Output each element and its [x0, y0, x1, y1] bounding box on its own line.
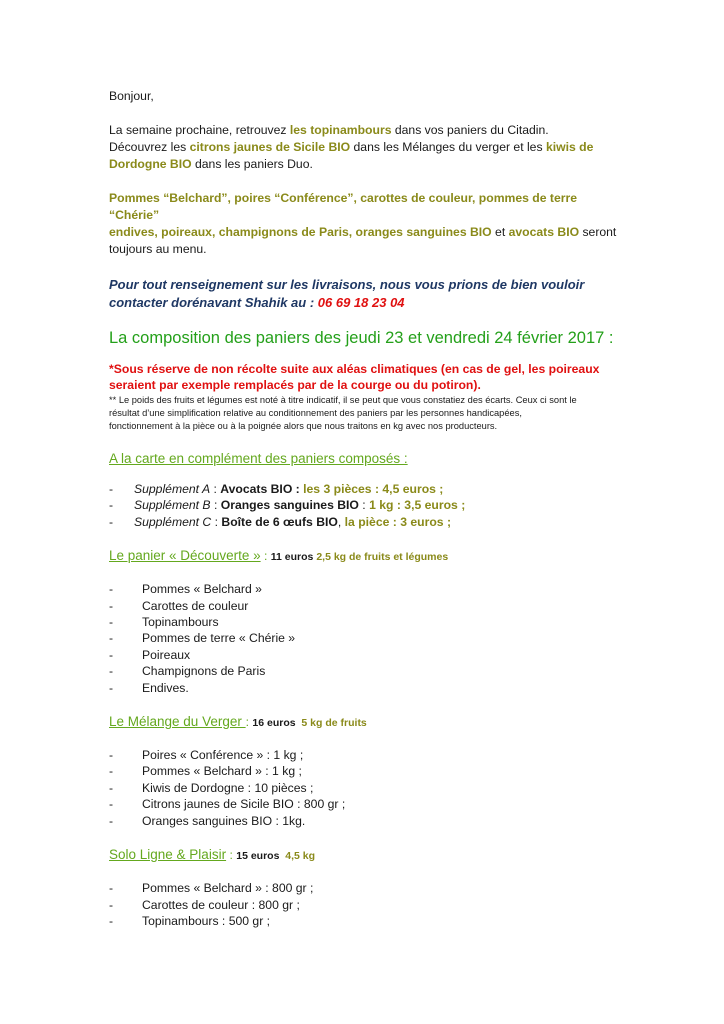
bullet-dash: -	[109, 764, 114, 779]
list-item	[109, 497, 629, 513]
menu-paragraph	[109, 190, 629, 258]
menu-line: Pommes “Belchard”, poires “Conférence”, carottes de couleur, pommes de terre “Chérie”	[109, 191, 578, 222]
solo-title: Solo Ligne & Plaisir	[109, 847, 227, 863]
bullet-dash: -	[109, 582, 114, 597]
contact-line: contacter dorénavant Shahik au :	[109, 295, 318, 310]
separator: :	[210, 498, 221, 513]
list-item	[109, 581, 629, 597]
highlight-topinambours: les topinambours	[289, 123, 392, 137]
supplement-price: 1 kg : 3,5 euros ;	[369, 498, 466, 513]
bullet-dash: -	[109, 482, 114, 496]
menu-line: endives, poireaux, champignons de Paris, oranges sanguines BIO	[109, 225, 492, 239]
item-text: Oranges sanguines BIO : 1kg.	[142, 813, 306, 828]
basket-weight: 5 kg de fruits	[295, 717, 367, 730]
bullet-dash: -	[109, 813, 114, 828]
phone-number: 06 69 18 23 04	[317, 295, 405, 310]
list-item	[109, 614, 629, 630]
item-text: Pommes « Belchard »	[142, 582, 262, 597]
supplement-label: Supplément A	[134, 482, 211, 496]
item-text: Pommes « Belchard » : 800 gr ;	[142, 881, 314, 896]
supplement-label: Supplément B	[134, 498, 211, 513]
heading-colon: :	[260, 549, 271, 564]
bullet-dash: -	[109, 598, 114, 613]
note-small-line: fonctionnement à la pièce ou à la poignée alors que nous traitons en kg avec nos producteurs.	[109, 421, 498, 431]
supplement-label: Supplément C	[134, 514, 212, 529]
supplement-price: la pièce : 3 euros ;	[344, 514, 451, 529]
separator: :	[358, 498, 370, 513]
note-small-line: ** Le poids des fruits et légumes est noté à titre indicatif, il se peut que vous constatiez des écarts. Ceux ci sont le	[109, 395, 577, 405]
list-item	[109, 481, 629, 497]
list-item	[109, 747, 629, 763]
note-small-line: résultat d’une simplification relative au conditionnement des paniers par les personnes handicapées,	[109, 408, 522, 418]
separator: ,	[337, 514, 345, 529]
list-item	[109, 897, 629, 913]
basket-price: 16 euros	[252, 717, 296, 730]
highlight-kiwis: kiwis de	[545, 140, 594, 154]
main-title: La composition des paniers des jeudi 23 et vendredi 24 février 2017 :	[109, 329, 614, 347]
item-text: Carottes de couleur	[142, 598, 249, 613]
intro-text: dans les paniers Duo.	[191, 157, 313, 171]
list-item	[109, 663, 629, 679]
decouverte-list	[109, 581, 629, 696]
supplement-price: les 3 pièces : 4,5 euros ;	[299, 482, 444, 496]
note-red-line: seraient par exemple remplacés par de la courge ou du potiron).	[109, 378, 481, 392]
basket-price: 11 euros	[270, 551, 314, 564]
bullet-dash: -	[109, 897, 114, 912]
list-item	[109, 880, 629, 896]
list-item	[109, 796, 629, 812]
item-text: Poireaux	[142, 647, 191, 662]
item-text: Pommes « Belchard » : 1 kg ;	[142, 764, 302, 779]
supplement-product: Oranges sanguines BIO	[220, 498, 359, 513]
separator: :	[211, 514, 222, 529]
solo-heading	[109, 846, 629, 865]
item-text: Topinambours	[142, 615, 219, 630]
item-text: Citrons jaunes de Sicile BIO : 800 gr ;	[142, 797, 346, 812]
bullet-dash: -	[109, 664, 114, 679]
list-item	[109, 913, 629, 929]
greeting: Bonjour,	[109, 89, 154, 103]
verger-heading	[109, 713, 629, 732]
list-item	[109, 514, 629, 530]
bullet-dash: -	[109, 615, 114, 630]
menu-text: seront	[579, 225, 617, 239]
decouverte-heading	[109, 547, 629, 566]
bullet-dash: -	[109, 514, 114, 529]
item-text: Topinambours : 500 gr ;	[142, 913, 271, 928]
list-item	[109, 647, 629, 663]
list-item	[109, 680, 629, 696]
separator: :	[210, 482, 221, 496]
basket-weight: 4,5 kg	[279, 850, 316, 863]
heading-colon: :	[226, 848, 237, 863]
highlight-citrons: citrons jaunes de Sicile BIO	[189, 140, 351, 154]
item-text: Poires « Conférence » : 1 kg ;	[142, 748, 304, 763]
contact-paragraph	[109, 276, 629, 312]
bullet-dash: -	[109, 881, 114, 896]
note-red-line: *Sous réserve de non récolte suite aux aléas climatiques (en cas de gel, les poireaux	[109, 362, 600, 376]
highlight-avocats: avocats BIO	[508, 225, 580, 239]
intro-text: dans vos paniers du Citadin.	[391, 123, 549, 137]
notes	[109, 361, 629, 433]
supplement-product: Boîte de 6 œufs BIO	[221, 514, 338, 529]
bullet-dash: -	[109, 748, 114, 763]
intro-text: Découvrez les	[109, 140, 190, 154]
intro-text: La semaine prochaine, retrouvez	[109, 123, 290, 137]
decouverte-title: Le panier « Découverte »	[109, 548, 261, 564]
carte-title: A la carte en complément des paniers composés :	[109, 451, 408, 466]
bullet-dash: -	[109, 913, 114, 928]
list-item	[109, 763, 629, 779]
menu-text: et	[491, 225, 509, 239]
document-page	[109, 88, 629, 929]
menu-text: toujours au menu.	[109, 242, 207, 256]
solo-list	[109, 880, 629, 929]
list-item	[109, 598, 629, 614]
item-text: Endives.	[142, 680, 189, 695]
contact-line: Pour tout renseignement sur les livraisons, nous vous prions de bien vouloir	[109, 277, 585, 292]
intro-text: dans les Mélanges du verger et les	[350, 140, 546, 154]
bullet-dash: -	[109, 797, 114, 812]
verger-list	[109, 747, 629, 829]
bullet-dash: -	[109, 680, 114, 695]
list-item	[109, 780, 629, 796]
highlight-dordogne: Dordogne BIO	[109, 157, 192, 171]
item-text: Champignons de Paris	[142, 664, 266, 679]
bullet-dash: -	[109, 631, 114, 646]
list-item	[109, 630, 629, 646]
basket-price: 15 euros	[236, 850, 280, 863]
list-item	[109, 813, 629, 829]
bullet-dash: -	[109, 780, 114, 795]
item-text: Carottes de couleur : 800 gr ;	[142, 897, 300, 912]
basket-weight: 2,5 kg de fruits et légumes	[313, 551, 449, 564]
item-text: Pommes de terre « Chérie »	[142, 631, 296, 646]
bullet-dash: -	[109, 498, 114, 513]
heading-colon: :	[245, 715, 253, 730]
item-text: Kiwis de Dordogne : 10 pièces ;	[142, 780, 314, 795]
supplement-product: Avocats BIO :	[220, 482, 300, 496]
verger-title: Le Mélange du Verger	[109, 714, 246, 730]
supplement-list	[109, 481, 629, 530]
bullet-dash: -	[109, 647, 114, 662]
intro-paragraph	[109, 122, 629, 173]
